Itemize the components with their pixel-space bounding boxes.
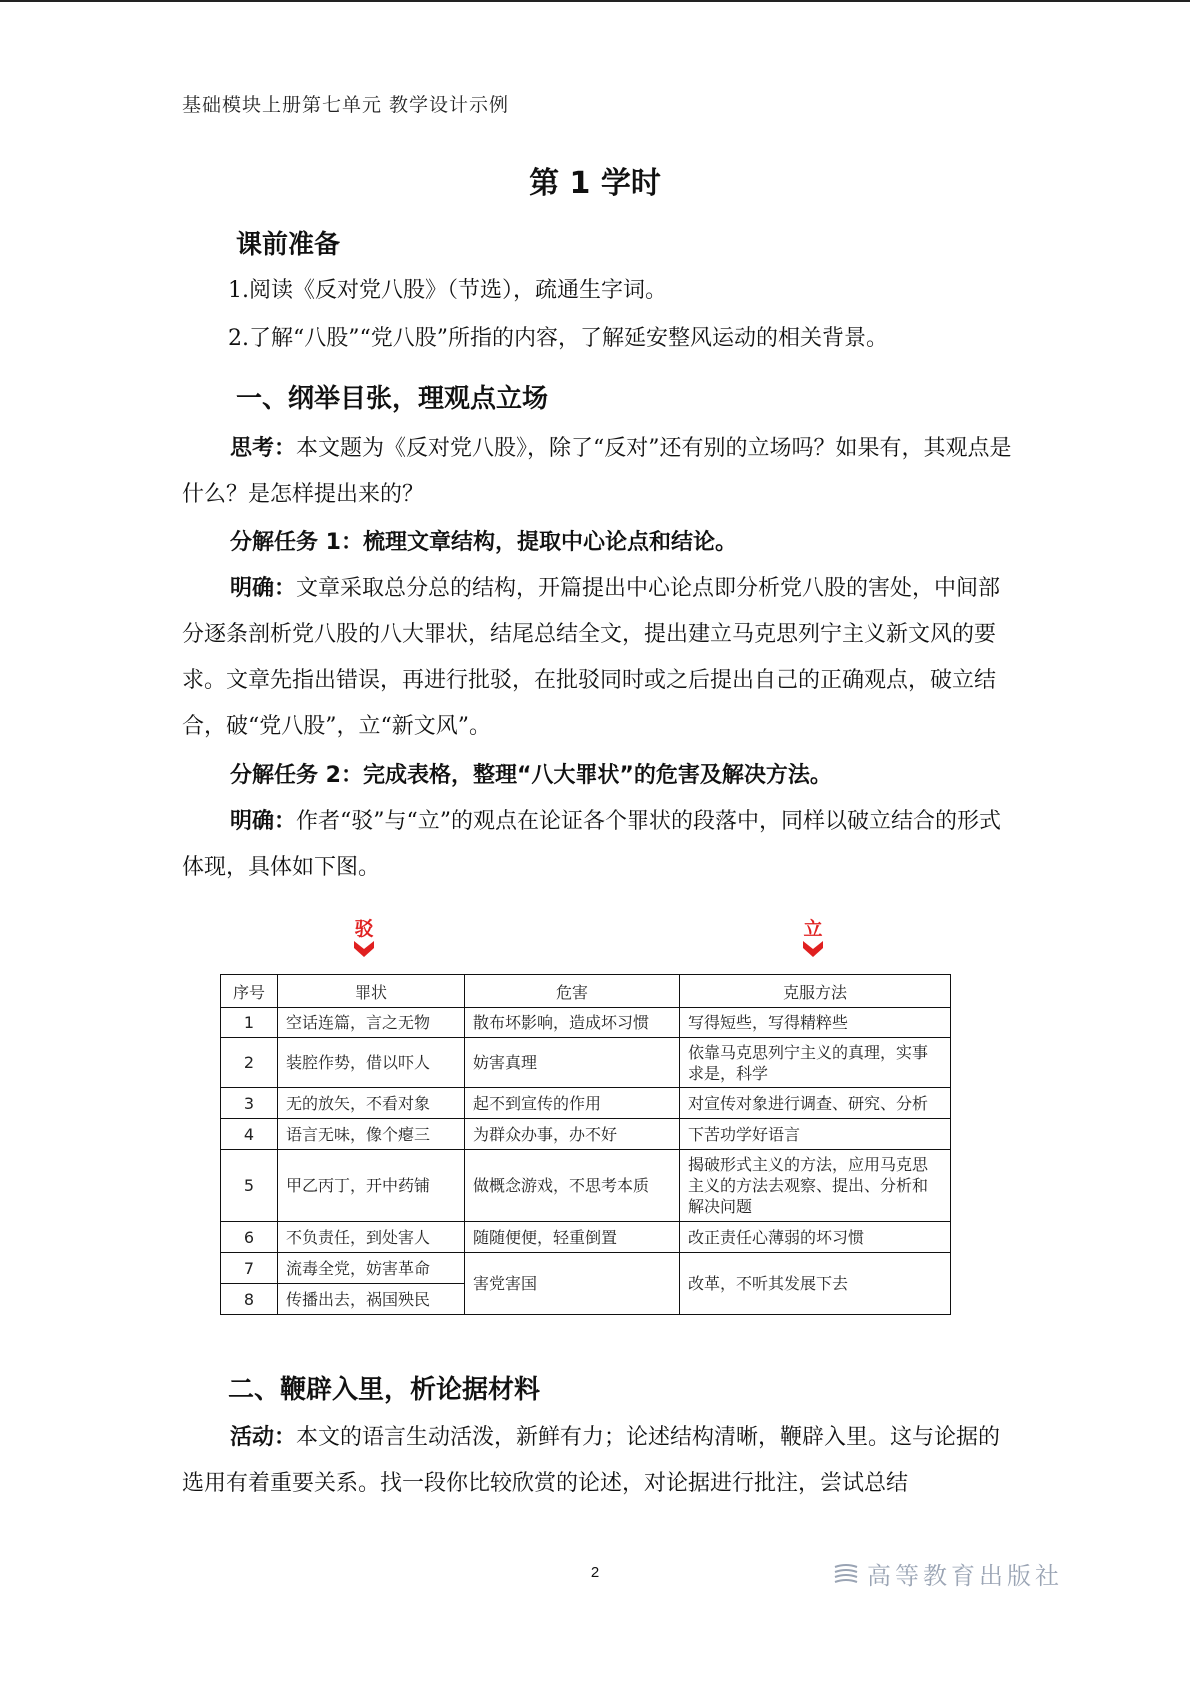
row-harm: 妨害真理 [465, 1038, 680, 1088]
column-header-harm: 危害 [465, 975, 680, 1008]
table-row [221, 1038, 951, 1088]
row-method: 下苦功学好语言 [680, 1119, 951, 1150]
row-crime: 甲乙丙丁，开中药铺 [278, 1150, 465, 1222]
row-method: 依靠马克思列宁主义的真理，实事求是，科学 [680, 1038, 951, 1088]
row-number: 8 [221, 1284, 278, 1315]
column-header-number: 序号 [221, 975, 278, 1008]
prep-item-2: 2.了解“八股”“党八股”所指的内容，了解延安整风运动的相关背景。 [228, 326, 888, 351]
section1-heading: 一、纲举目张，理观点立场 [236, 384, 549, 414]
row-method: 揭破形式主义的方法，应用马克思主义的方法去观察、提出、分析和解决问题 [680, 1150, 951, 1222]
row-crime: 装腔作势，借以吓人 [278, 1038, 465, 1088]
task2-line: 分解任务 2：完成表格，整理“八大罪状”的危害及解决方法。 [230, 763, 832, 788]
refute-marker [349, 918, 379, 958]
answer2-paragraph [182, 799, 1012, 891]
top-rule [0, 0, 1190, 2]
row-crime: 不负责任，到处害人 [278, 1222, 465, 1253]
task1-line: 分解任务 1：梳理文章结构，提取中心论点和结论。 [230, 530, 737, 555]
row-number: 5 [221, 1150, 278, 1222]
row-number: 7 [221, 1253, 278, 1284]
table-header-row [221, 975, 951, 1008]
prep-item-1: 1.阅读《反对党八股》（节选），疏通生字词。 [228, 278, 667, 303]
think-text: 本文题为《反对党八股》，除了“反对”还有别的立场吗？如果有，其观点是什么？是怎样提出来的？ [182, 436, 1012, 507]
row-number: 1 [221, 1008, 278, 1038]
row-method: 改正责任心薄弱的坏习惯 [680, 1222, 951, 1253]
table-row [221, 1253, 951, 1284]
row-method: 写得短些，写得精粹些 [680, 1008, 951, 1038]
table-row [221, 1222, 951, 1253]
running-header: 基础模块上册第七单元 教学设计示例 [182, 94, 510, 116]
answer2-label: 明确： [230, 809, 297, 834]
establish-label: 立 [803, 918, 823, 940]
refute-label: 驳 [354, 918, 374, 940]
table-row [221, 1119, 951, 1150]
crimes-table [220, 974, 951, 1315]
activity-text: 本文的语言生动活泼，新鲜有力；论述结构清晰，鞭辟入里。这与论据的选用有着重要关系。找一段你比较欣赏的论述，对论据进行批注，尝试总结 [182, 1425, 1001, 1496]
row-harm: 害党害国 [465, 1253, 680, 1315]
row-crime: 空话连篇，言之无物 [278, 1008, 465, 1038]
row-method: 对宣传对象进行调查、研究、分析 [680, 1088, 951, 1119]
activity-paragraph [182, 1415, 1012, 1507]
publisher-emblem-icon [833, 1563, 859, 1585]
table-row [221, 1008, 951, 1038]
publisher-logo [833, 1556, 1063, 1591]
row-number: 4 [221, 1119, 278, 1150]
row-crime: 传播出去，祸国殃民 [278, 1284, 465, 1315]
row-number: 6 [221, 1222, 278, 1253]
row-crime: 无的放矢，不看对象 [278, 1088, 465, 1119]
table-row [221, 1150, 951, 1222]
think-label: 思考： [230, 436, 297, 461]
answer1-text: 文章采取总分总的结构，开篇提出中心论点即分析党八股的害处，中间部分逐条剖析党八股的八大罪状，结尾总结全文，提出建立马克思列宁主义新文风的要求。文章先指出错误，再进行批驳，在批驳同时或之后提出自己的正确观点，破立结合，破“党八股”，立“新文风”。 [182, 576, 1001, 739]
row-number: 2 [221, 1038, 278, 1088]
row-crime: 语言无味，像个瘪三 [278, 1119, 465, 1150]
column-header-method: 克服方法 [680, 975, 951, 1008]
table-row [221, 1088, 951, 1119]
column-header-crime: 罪状 [278, 975, 465, 1008]
answer2-text: 作者“驳”与“立”的观点在论证各个罪状的段落中，同样以破立结合的形式体现，具体如下图。 [182, 809, 1002, 880]
establish-marker [798, 918, 828, 958]
row-harm: 起不到宣传的作用 [465, 1088, 680, 1119]
think-paragraph [182, 426, 1012, 518]
page-number: 2 [590, 1564, 600, 1581]
answer1-label: 明确： [230, 576, 297, 601]
section2-heading: 二、鞭辟入里，析论据材料 [228, 1375, 541, 1405]
down-chevron-icon [802, 940, 824, 958]
row-number: 3 [221, 1088, 278, 1119]
row-harm: 随随便便，轻重倒置 [465, 1222, 680, 1253]
row-harm: 散布坏影响，造成坏习惯 [465, 1008, 680, 1038]
down-chevron-icon [353, 940, 375, 958]
row-method: 改革，不听其发展下去 [680, 1253, 951, 1315]
row-harm: 做概念游戏，不思考本质 [465, 1150, 680, 1222]
prep-heading: 课前准备 [236, 230, 341, 260]
lesson-title: 第 1 学时 [529, 166, 661, 201]
row-harm: 为群众办事，办不好 [465, 1119, 680, 1150]
row-crime: 流毒全党，妨害革命 [278, 1253, 465, 1284]
publisher-name: 高等教育出版社 [867, 1562, 1063, 1590]
activity-label: 活动： [230, 1425, 297, 1450]
answer1-paragraph [182, 566, 1012, 750]
